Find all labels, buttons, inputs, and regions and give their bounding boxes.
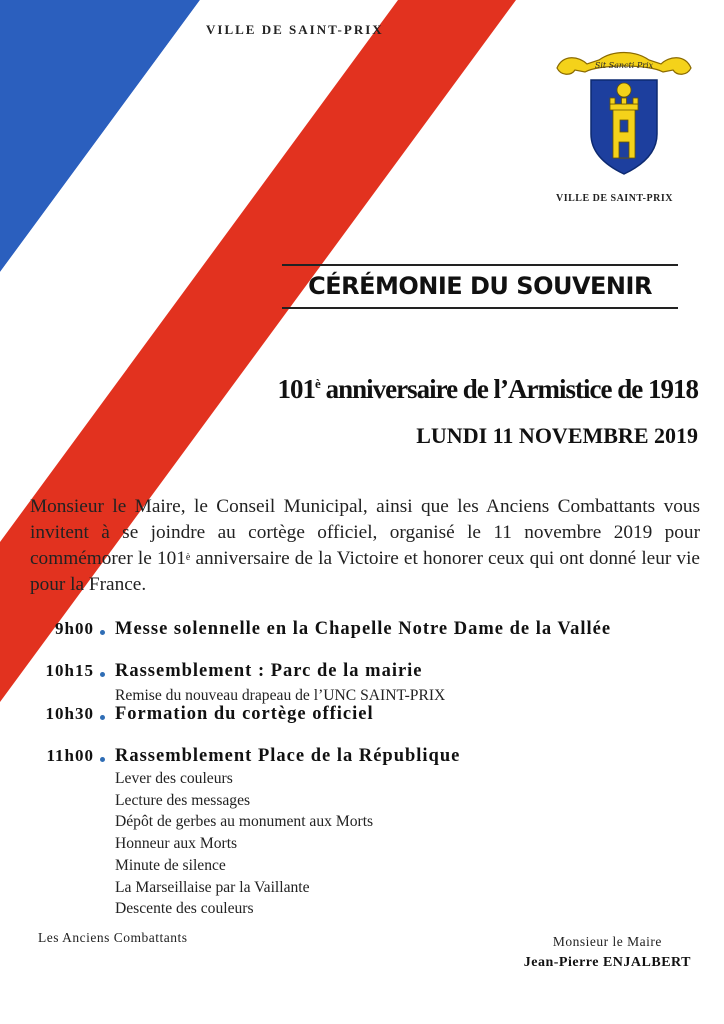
program-label: Messe solennelle en la Chapelle Notre Dame de la Vallée: [115, 619, 612, 639]
saint-prix-crest-icon: [553, 46, 695, 178]
bullet-icon: [100, 757, 105, 762]
bullet-icon: [100, 715, 105, 720]
program-detail: Remise du nouveau drapeau de l’UNC SAINT-PRIX: [115, 687, 446, 704]
program-time: 9h00: [55, 619, 94, 638]
anniversary-heading: [278, 374, 698, 405]
signature-veterans: Les Anciens Combattants: [38, 930, 188, 945]
header-town-name: VILLE DE SAINT-PRIX: [206, 22, 384, 37]
program-time: 10h30: [45, 704, 94, 723]
program-detail: Minute de silence: [115, 856, 226, 874]
bullet-icon: [100, 672, 105, 677]
program-detail: La Marseillaise par la Vaillante: [115, 878, 310, 896]
mayor-name: Jean-Pierre ENJALBERT: [523, 955, 691, 970]
anniversary-text: anniversaire de l’Armistice de 1918: [319, 374, 698, 404]
title-rule-bottom: [282, 307, 678, 309]
ceremony-title: CÉRÉMONIE DU SOUVENIR: [308, 272, 652, 300]
program-detail: Lever des couleurs: [115, 770, 233, 787]
anniversary-superscript: è: [315, 376, 320, 391]
invitation-paragraph: [30, 494, 700, 598]
program-detail: Honneur aux Morts: [115, 835, 238, 853]
program-label: Formation du cortège officiel: [115, 704, 374, 724]
intro-part-1: Monsieur le Maire, le Conseil Municipal, ainsi que les Anciens Combattants vous invitent à se joindre au cortège officiel, organisé le 11 novembre 2019 pour commémorer le 101: [30, 496, 700, 569]
crest-caption: VILLE DE SAINT-PRIX: [556, 193, 673, 204]
program-detail: Lecture des messages: [115, 791, 251, 809]
signature-mayor: [524, 934, 691, 971]
program-time: 11h00: [46, 746, 94, 765]
intro-part-2: anniversaire de la Victoire et honorer ceux qui ont donné leur vie pour la France.: [30, 548, 700, 595]
bullet-icon: [100, 630, 105, 635]
title-rule-top: [282, 264, 678, 266]
program-time: 10h15: [45, 661, 94, 680]
svg-text:Sit Sancti Prix: Sit Sancti Prix: [594, 61, 654, 70]
program-detail: Dépôt de gerbes au monument aux Morts: [115, 813, 374, 831]
program-label: Rassemblement : Parc de la mairie: [115, 661, 423, 681]
program-detail: Descente des couleurs: [115, 900, 254, 918]
intro-superscript: è: [185, 552, 191, 563]
mayor-role: Monsieur le Maire: [552, 934, 662, 949]
program-label: Rassemblement Place de la République: [115, 746, 461, 766]
event-date: LUNDI 11 NOVEMBRE 2019: [416, 423, 698, 448]
anniversary-number: 101: [277, 374, 316, 404]
